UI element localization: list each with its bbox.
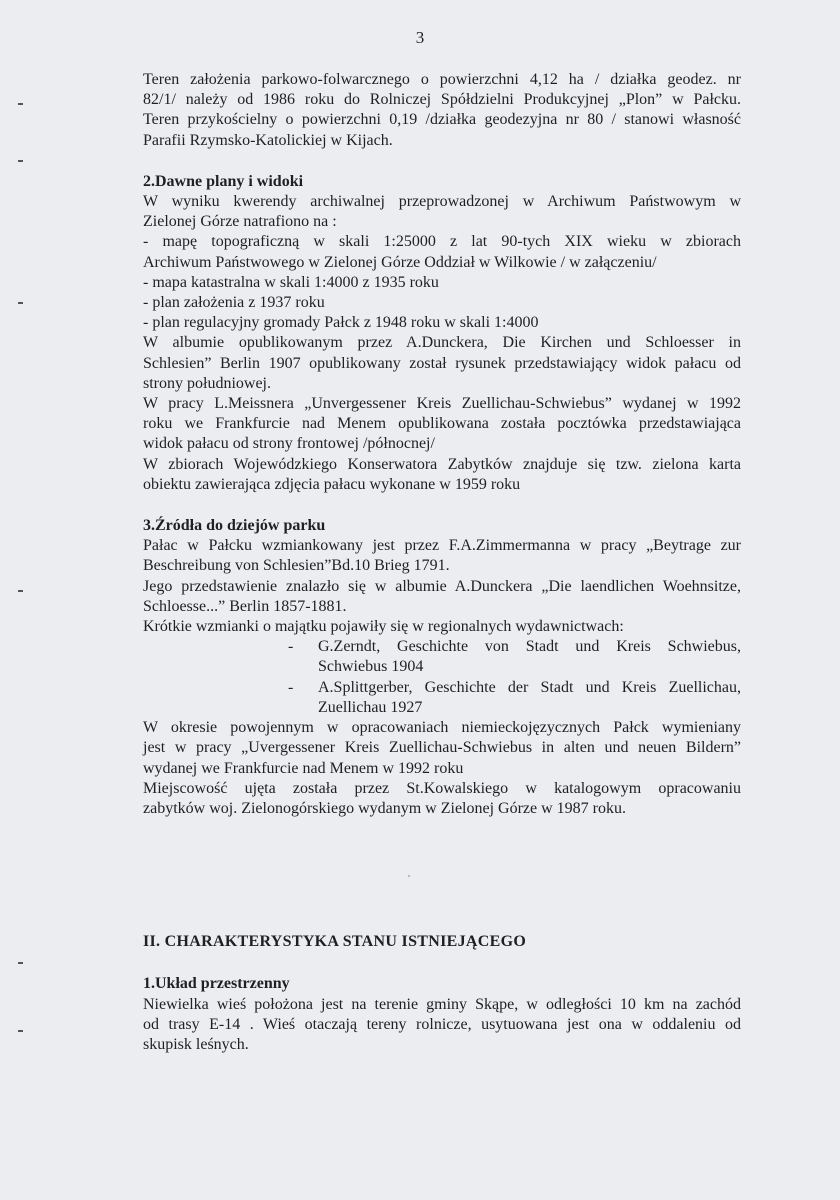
text-line: Beschreibung von Schlesien”Bd.10 Brieg 1791. bbox=[143, 557, 450, 575]
text-line: Zielonej Górze natrafiono na : bbox=[143, 213, 337, 231]
text-line: widok pałacu od strony frontowej /północnej/ bbox=[143, 435, 435, 453]
text-line: W okresie powojennym w opracowaniach niemieckojęzycznych Pałck wymieniany bbox=[143, 719, 741, 737]
text-line: Zuellichau 1927 bbox=[318, 698, 423, 716]
section3-paragraph bbox=[143, 779, 741, 819]
text-line: W albumie opublikowanym przez A.Dunckera, Die Kirchen und Schloesser in bbox=[143, 334, 741, 352]
list-item bbox=[288, 637, 741, 677]
list-item: - mapa katastralna w skali 1:4000 z 1935 roku bbox=[143, 273, 439, 291]
section3-paragraph bbox=[143, 718, 741, 779]
section3-paragraph bbox=[143, 577, 741, 617]
section-heading-sources: 3.Źródła do dziejów parku bbox=[143, 517, 326, 535]
text-line: skupisk leśnych. bbox=[143, 1035, 249, 1053]
section3-paragraph bbox=[143, 536, 741, 576]
list-item: - plan założenia z 1937 roku bbox=[143, 294, 325, 312]
document-body bbox=[143, 70, 741, 1055]
text-line: zabytków woj. Zielonogórskiego wydanym w Zielonej Górze w 1987 roku. bbox=[143, 799, 627, 817]
list-dash: - bbox=[288, 638, 294, 656]
list-item: - plan regulacyjny gromady Pałck z 1948 roku w skali 1:4000 bbox=[143, 314, 539, 332]
section-heading-spatial-layout: 1.Układ przestrzenny bbox=[143, 975, 290, 993]
text-line: Schlesien” Berlin 1907 opublikowany został rysunek przedstawiający widok pałacu od bbox=[143, 354, 741, 372]
text-line: Teren założenia parkowo-folwarcznego o powierzchni 4,12 ha / działka geodez. nr bbox=[143, 71, 741, 88]
chapter-heading: II. CHARAKTERYSTYKA STANU ISTNIEJĄCEGO bbox=[143, 933, 527, 951]
text-line: Schwiebus 1904 bbox=[318, 658, 424, 676]
intro-paragraph bbox=[143, 70, 741, 151]
text-line: A.Splittgerber, Geschichte der Stadt und Kreis Zuellichau, bbox=[318, 678, 741, 696]
text-line: Pałac w Pałcku wzmiankowany jest przez F.A.Zimmermanna w pracy „Beytrage zur bbox=[143, 537, 741, 555]
text-line: Teren przykościelny o powierzchni 0,19 /działka geodezyjna nr 80 / stanowi własność bbox=[143, 111, 741, 129]
section2-paragraph bbox=[143, 394, 741, 455]
section-heading-old-plans: 2.Dawne plany i widoki bbox=[143, 172, 304, 190]
list-item bbox=[288, 678, 741, 718]
text-line: Niewielka wieś położona jest na terenie gminy Skąpe, w odległości 10 km na zachód bbox=[143, 995, 741, 1013]
text-line: Miejscowość ujęta została przez St.Kowalskiego w katalogowym opracowaniu bbox=[143, 779, 741, 797]
text-line: od trasy E-14 . Wieś otaczają tereny rolnicze, usytuowana jest ona w oddaleniu od bbox=[143, 1015, 741, 1033]
text-line: Schloesse...” Berlin 1857-1881. bbox=[143, 597, 347, 615]
text-line: Jego przedstawienie znalazło się w albumie A.Dunckera „Die laendlichen Woehnsitze, bbox=[143, 577, 741, 595]
text-line: jest w pracy „Uvergessener Kreis Zuellichau-Schwiebus in alten und neuen Bildern” bbox=[143, 739, 741, 757]
section2-intro bbox=[143, 192, 741, 232]
margin-mark bbox=[18, 590, 23, 592]
margin-mark bbox=[18, 302, 23, 304]
page-number: 3 bbox=[415, 28, 425, 47]
chapter2-paragraph bbox=[143, 995, 741, 1056]
text-line: W pracy L.Meissnera „Unvergessener Kreis Zuellichau-Schwiebus” wydanej w 1992 bbox=[143, 395, 741, 413]
text-line: strony południowej. bbox=[143, 374, 271, 392]
margin-mark bbox=[18, 160, 23, 162]
section2-paragraph bbox=[143, 455, 741, 495]
text-line: 82/1/ należy od 1986 roku do Rolniczej Spółdzielni Produkcyjnej „Plon” w Pałcku. bbox=[143, 91, 741, 109]
text-line: W wyniku kwerendy archiwalnej przeprowadzonej w Archiwum Państwowym w bbox=[143, 193, 741, 211]
section2-paragraph bbox=[143, 333, 741, 394]
list-dash: - bbox=[288, 678, 294, 696]
section3-paragraph: Krótkie wzmianki o majątku pojawiły się w regionalnych wydawnictwach: bbox=[143, 618, 624, 636]
margin-mark bbox=[18, 103, 23, 105]
text-line: roku we Frankfurcie nad Menem opublikowana została pocztówka przedstawiająca bbox=[143, 415, 741, 433]
text-line: Archiwum Państwowego w Zielonej Górze Oddział w Wilkowie / w załączeniu/ bbox=[143, 253, 657, 271]
text-line: W zbiorach Wojewódzkiego Konserwatora Zabytków znajduje się tzw. zielona karta bbox=[143, 455, 741, 473]
margin-mark bbox=[18, 962, 23, 964]
text-line: G.Zerndt, Geschichte von Stadt und Kreis Schwiebus, bbox=[318, 638, 741, 656]
margin-mark bbox=[18, 1030, 23, 1032]
list-item bbox=[143, 232, 741, 272]
text-line: - mapę topograficzną w skali 1:25000 z lat 90-tych XIX wieku w zbiorach bbox=[143, 233, 741, 251]
text-line: Parafii Rzymsko-Katolickiej w Kijach. bbox=[143, 131, 393, 149]
text-line: wydanej we Frankfurcie nad Menem w 1992 roku bbox=[143, 759, 464, 777]
sources-list bbox=[288, 637, 741, 718]
text-line: obiektu zawierająca zdjęcia pałacu wykonane w 1959 roku bbox=[143, 475, 521, 493]
